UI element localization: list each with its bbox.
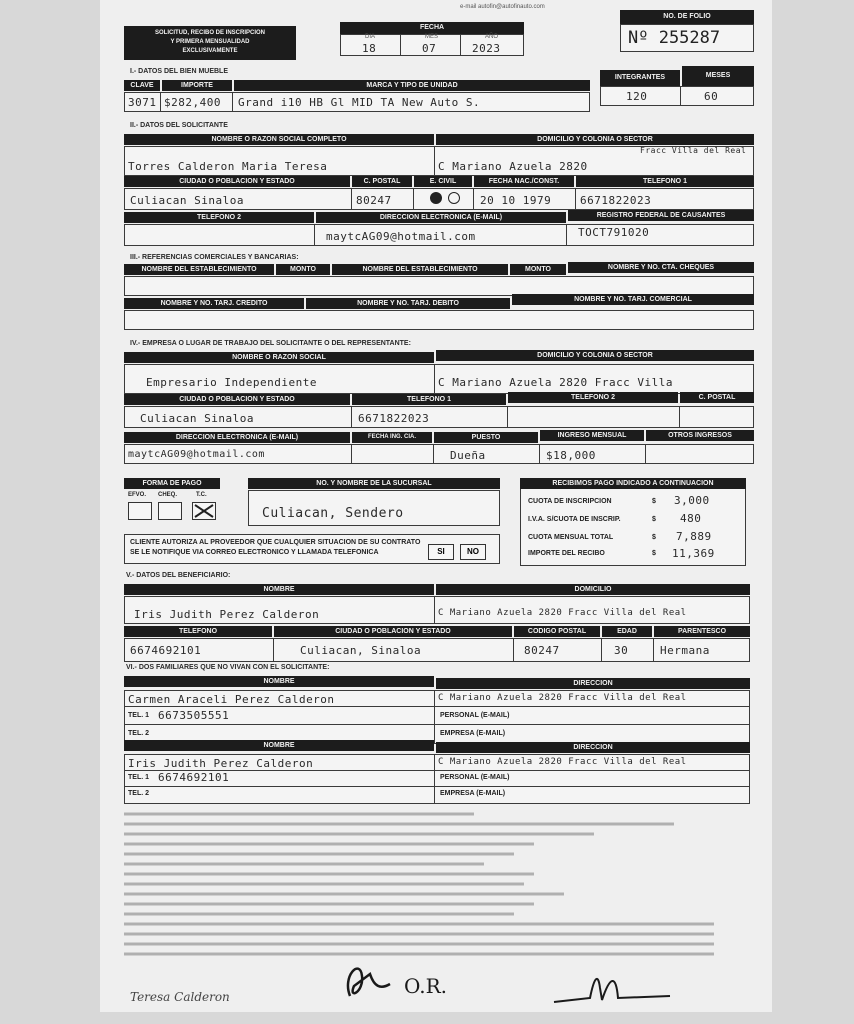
tc-check-mark-icon [193,503,215,519]
section-1-title: I.- DATOS DEL BIEN MUEBLE [130,68,229,75]
folio-label: NO. DE FOLIO [620,10,754,24]
folio-number: Nº 255287 [628,28,721,48]
fine-print-lines [114,808,754,968]
section-5-title: V.- DATOS DEL BENEFICIARIO: [126,572,231,579]
importe-value: $282,400 [164,96,221,109]
empresa-email-label: DIRECCION ELECTRONICA (E-MAIL) [124,432,350,443]
form-title-line-2: Y PRIMERA MENSUALIDAD [170,39,250,45]
fam1-tel1: 6673505551 [158,709,230,722]
signature-right [550,968,680,1008]
fam1-tel2-label: TEL. 2 [128,730,150,737]
rfc-label: REGISTRO FEDERAL DE CAUSANTES [568,210,754,221]
dia-label: DIA [365,34,376,40]
solicitante-domicilio: C Mariano Azuela 2820 [438,160,588,173]
beneficiario-telefono: 6674692101 [130,644,202,657]
fecha-ano: 2023 [472,42,501,55]
currency-4: $ [652,550,656,557]
fam1-empresa-label: EMPRESA (E-MAIL) [440,730,506,737]
ecivil-option [448,192,460,204]
clave-value: 3071 [128,96,157,109]
form-title-line-3: EXCLUSIVAMENTE [182,48,238,54]
domicilio-label: DOMICILIO Y COLONIA O SECTOR [436,134,754,145]
clave-label: CLAVE [124,80,160,91]
fam2-direccion-label: DIRECCION [436,742,750,753]
signature-right-icon [550,968,680,1008]
solicitante-domicilio-nota: Fracc Villa del Real [640,146,747,155]
cp-label: C. POSTAL [352,176,412,187]
sucursal-value: Culiacan, Sendero [262,506,404,521]
beneficiario-cp-label: CODIGO POSTAL [514,626,600,637]
iva-value: 480 [680,512,702,525]
autoriza-no[interactable]: NO [460,544,486,560]
fecha-mes: 07 [422,42,437,55]
integrantes-label: INTEGRANTES [600,70,680,86]
beneficiario-edad: 30 [614,644,629,657]
otros-ingresos-label: OTROS INGRESOS [646,430,754,441]
form-title-line-1: SOLICITUD, RECIBO DE INSCRIPCION [154,30,265,36]
fam2-nombre-label: NOMBRE [124,740,434,751]
integrantes-value: 120 [626,90,648,103]
autoriza-si[interactable]: SI [428,544,454,560]
currency-1: $ [652,498,656,505]
ref-col-establecimiento-1: NOMBRE DEL ESTABLECIMIENTO [124,264,274,275]
beneficiario-ciudad-label: CIUDAD O POBLACION Y ESTADO [274,626,512,637]
tc-checkbox[interactable] [192,502,216,520]
cuota-mens-label: CUOTA MENSUAL TOTAL [528,534,614,541]
beneficiario-parentesco-label: PARENTESCO [654,626,750,637]
tc-label: T.C. [196,492,207,498]
puesto-label: PUESTO [434,432,538,443]
ano-label: AÑO [485,34,499,40]
ecivil-mark [430,192,442,204]
fecha-label: FECHA [340,22,524,34]
ref-col-establecimiento-2: NOMBRE DEL ESTABLECIMIENTO [332,264,508,275]
empresa-ciudad-label: CIUDAD O POBLACION Y ESTADO [124,394,350,405]
beneficiario-telefono-label: TELEFONO [124,626,272,637]
empresa-domicilio-label: DOMICILIO Y COLONIA O SECTOR [436,350,754,361]
solicitante-ciudad: Culiacan Sinaloa [130,194,244,207]
fam2-nombre: Iris Judith Perez Calderon [128,757,314,770]
ref-col-tarj-comercial: NOMBRE Y NO. TARJ. COMERCIAL [512,294,754,305]
signature-initials [340,956,480,1006]
beneficiario-nombre: Iris Judith Perez Calderon [134,608,320,621]
fam1-tel1-label: TEL. 1 [128,712,150,719]
fine-print [114,808,754,968]
header-email: e-mail autofin@autofinauto.com [460,4,545,10]
empresa-nombre-label: NOMBRE O RAZON SOCIAL [124,352,434,363]
signature-name: Teresa Calderon [130,990,230,1004]
meses-value: 60 [704,90,719,103]
empresa-tel1: 6671822023 [358,412,430,425]
ref-col-cheques: NOMBRE Y NO. CTA. CHEQUES [568,262,754,273]
fam1-personal-label: PERSONAL (E-MAIL) [440,712,510,719]
mes-label: MES [425,34,439,40]
meses-label: MESES [682,66,754,86]
cuota-ins-value: 3,000 [674,494,710,507]
ref-col-monto-2: MONTO [510,264,566,275]
ref-col-monto-1: MONTO [276,264,330,275]
fam1-direccion: C Mariano Azuela 2820 Fracc Villa del Real [438,693,687,703]
beneficiario-parentesco: Hermana [660,644,710,657]
section-4-title: IV.- EMPRESA O LUGAR DE TRABAJO DEL SOLICITANTE O DEL REPRESENTANTE: [130,340,411,347]
telefono2-label: TELEFONO 2 [124,212,314,223]
fecha-dia: 18 [362,42,377,55]
ref-row-1 [124,276,754,296]
fam2-empresa-label: EMPRESA (E-MAIL) [440,790,506,797]
solicitante-rfc: TOCT791020 [578,226,650,239]
section-2-title: II.- DATOS DEL SOLICITANTE [130,122,228,129]
section-3-title: III.- REFERENCIAS COMERCIALES Y BANCARIAS: [130,254,299,261]
fam2-tel2-label: TEL. 2 [128,790,150,797]
fam1-direccion-label: DIRECCION [436,678,750,689]
empresa-email: maytcAG09@hotmail.com [128,449,265,460]
empresa-tel1-label: TELEFONO 1 [352,394,506,405]
solicitante-telefono1: 6671822023 [580,194,652,207]
fam2-tel1-label: TEL. 1 [128,774,150,781]
beneficiario-cp: 80247 [524,644,560,657]
fam2-tel1: 6674692101 [158,771,230,784]
integrantes-row [600,86,754,106]
beneficiario-domicilio-label: DOMICILIO [436,584,750,595]
fecha-ing-label: FECHA ING. CIA. [352,432,432,443]
empresa-domicilio: C Mariano Azuela 2820 Fracc Villa [438,376,674,389]
solicitante-fecha-nac: 20 10 1979 [480,194,552,207]
signature-initials-text: O.R. [404,974,447,998]
cheq-checkbox[interactable] [158,502,182,520]
iva-label: I.V.A. S/CUOTA DE INSCRIP. [528,516,621,523]
ref-col-tarj-credito: NOMBRE Y NO. TARJ. CREDITO [124,298,304,309]
marca-value: Grand i10 HB Gl MID TA New Auto S. [238,96,481,109]
currency-2: $ [652,516,656,523]
solicitante-cp: 80247 [356,194,392,207]
cheq-label: CHEQ. [158,492,178,498]
importe-recibo-value: 11,369 [672,547,715,560]
empresa-cp-label: C. POSTAL [680,392,754,403]
cuota-ins-label: CUOTA DE INSCRIPCION [528,498,612,505]
empresa-nombre: Empresario Independiente [146,376,317,389]
empresa-ingreso: $18,000 [546,449,596,462]
fecha-nac-label: FECHA NAC./CONST. [474,176,574,187]
currency-3: $ [652,534,656,541]
beneficiario-datos-row [124,638,750,662]
importe-recibo-label: IMPORTE DEL RECIBO [528,550,605,557]
section-6-title: VI.- DOS FAMILIARES QUE NO VIVAN CON EL SOLICITANTE: [126,664,330,671]
telefono1-label: TELEFONO 1 [576,176,754,187]
form-title [124,26,296,60]
sucursal-label: NO. Y NOMBRE DE LA SUCURSAL [248,478,500,489]
cuota-mens-value: 7,889 [676,530,712,543]
fam1-nombre-label: NOMBRE [124,676,434,687]
solicitante-nombre: Torres Calderon Maria Teresa [128,160,328,173]
beneficiario-domicilio: C Mariano Azuela 2820 Fracc Villa del Real [438,608,687,618]
autoriza-text: CLIENTE AUTORIZA AL PROVEEDOR QUE CUALQUIER SITUACION DE SU CONTRATO SE LE NOTIFIQUE VIA CORREO ELECTRONICO Y LLAMADA TELEFONICA [130,539,421,556]
fam1-nombre: Carmen Araceli Perez Calderon [128,693,335,706]
ingreso-label: INGRESO MENSUAL [540,430,644,441]
ref-col-tarj-debito: NOMBRE Y NO. TARJ. DEBITO [306,298,510,309]
form-page [100,0,772,1012]
ref-row-2 [124,310,754,330]
importe-label: IMPORTE [162,80,232,91]
ecivil-label: E. CIVIL [414,176,472,187]
nombre-completo-label: NOMBRE O RAZON SOCIAL COMPLETO [124,134,434,145]
empresa-tel2-label: TELEFONO 2 [508,392,678,403]
forma-pago-label: FORMA DE PAGO [124,478,220,489]
beneficiario-edad-label: EDAD [602,626,652,637]
efvo-checkbox[interactable] [128,502,152,520]
beneficiario-nombre-label: NOMBRE [124,584,434,595]
fam2-personal-label: PERSONAL (E-MAIL) [440,774,510,781]
email-label: DIRECCION ELECTRONICA (E-MAIL) [316,212,566,223]
marca-label: MARCA Y TIPO DE UNIDAD [234,80,590,91]
beneficiario-ciudad: Culiacan, Sinaloa [300,644,422,657]
fam2-direccion: C Mariano Azuela 2820 Fracc Villa del Real [438,757,687,767]
recibimos-label: RECIBIMOS PAGO INDICADO A CONTINUACION [520,478,746,489]
solicitante-email: maytcAG09@hotmail.com [326,230,476,243]
efvo-label: EFVO. [128,492,147,498]
empresa-puesto: Dueña [450,449,486,462]
empresa-ciudad: Culiacan Sinaloa [140,412,254,425]
ciudad-label: CIUDAD O POBLACION Y ESTADO [124,176,350,187]
